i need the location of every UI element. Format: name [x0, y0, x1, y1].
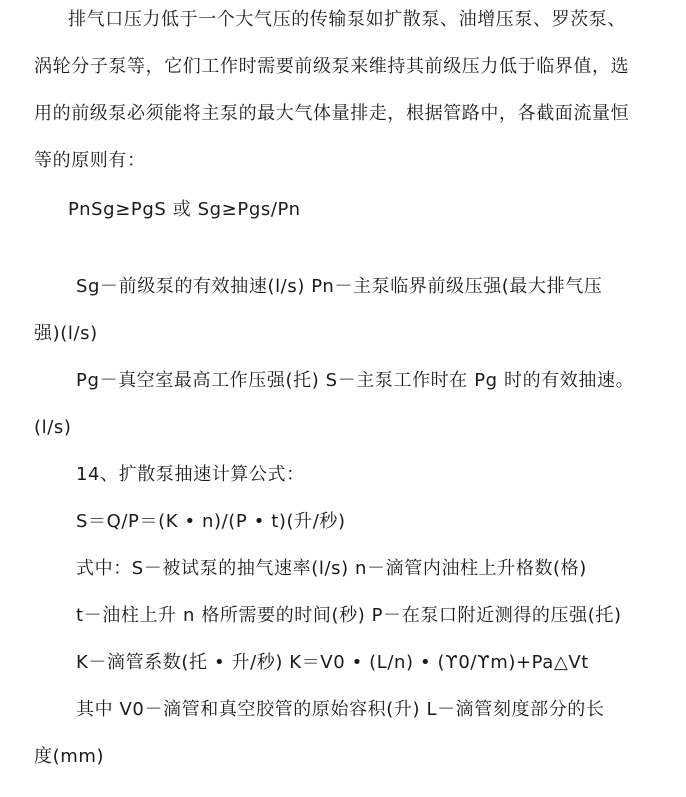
paragraph-line-4: 等的原则有： — [34, 150, 146, 171]
paragraph-line-1: 排气口压力低于一个大气压的传输泵如扩散泵、油增压泵、罗茨泵、 — [68, 9, 626, 30]
speed-formula: S＝Q/P＝(K • n)/(P • t)(升/秒) — [76, 511, 346, 532]
definition-line-unit: (l/s) — [34, 417, 72, 438]
formula-explanation-4: 其中 V0－滴管和真空胶管的原始容积(升) L－滴管刻度部分的长 — [76, 699, 605, 720]
definition-line-pg-s: Pg－真空室最高工作压强(托) S－主泵工作时在 Pg 时的有效抽速。 — [76, 370, 635, 391]
formula-explanation-2: t－油柱上升 n 格所需要的时间(秒) P－在泵口附近测得的压强(托) — [76, 605, 622, 626]
formula-line: PnSg≥PgS 或 Sg≥Pgs/Pn — [68, 199, 301, 220]
definition-line-continuation: 强)(l/s) — [34, 323, 98, 344]
paragraph-line-3: 用的前级泵必须能将主泵的最大气体量排走，根据管路中，各截面流量恒 — [34, 103, 630, 124]
section-heading-14: 14、扩散泵抽速计算公式： — [76, 464, 305, 485]
formula-explanation-continuation: 度(mm) — [34, 746, 105, 767]
formula-explanation-1: 式中：S－被试泵的抽气速率(l/s) n－滴管内油柱上升格数(格) — [76, 558, 587, 579]
paragraph-line-2: 涡轮分子泵等，它们工作时需要前级泵来维持其前级压力低于临界值，选 — [34, 56, 630, 77]
definition-line-sg-pn: Sg－前级泵的有效抽速(l/s) Pn－主泵临界前级压强(最大排气压 — [76, 276, 603, 297]
formula-explanation-3: K－滴管系数(托 • 升/秒) K＝V0 • (L/n) • (ϒ0/ϒm)+Pa△Vt — [76, 652, 589, 673]
